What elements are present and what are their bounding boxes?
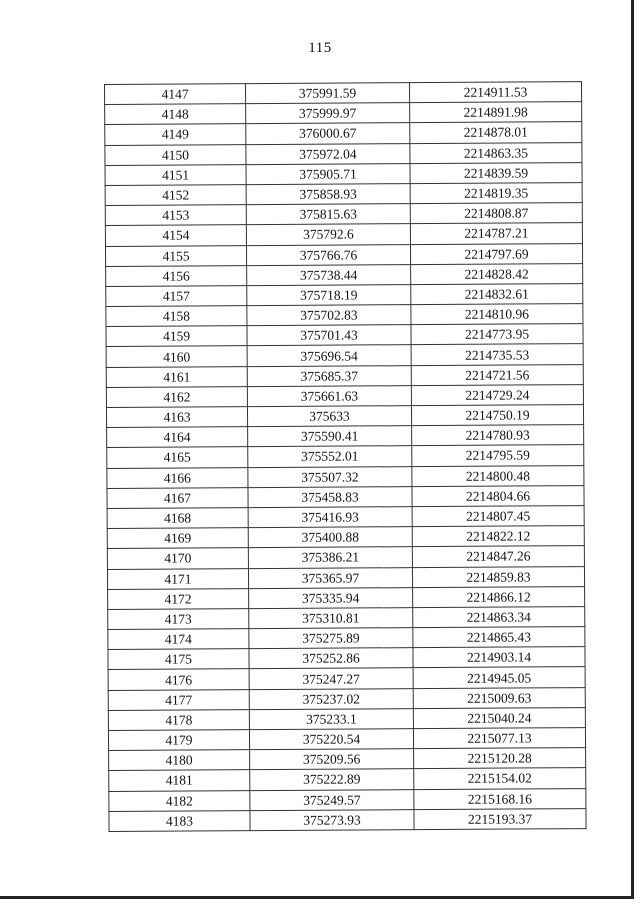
- table-row: [107, 566, 584, 589]
- table-row: [106, 324, 583, 347]
- table-row: [106, 283, 583, 306]
- table-row: [105, 122, 582, 145]
- table-row: [107, 465, 584, 488]
- table-row: [108, 728, 585, 751]
- x-coordinate-cell: 375416.93: [248, 507, 412, 528]
- point-number-cell: 4148: [105, 104, 246, 125]
- y-coordinate-cell: 2214828.42: [411, 263, 583, 284]
- point-number-cell: 4182: [109, 790, 250, 811]
- y-coordinate-cell: 2214810.96: [411, 304, 583, 325]
- x-coordinate-cell: 375310.81: [249, 607, 413, 628]
- table-row: [105, 183, 582, 206]
- y-coordinate-cell: 2214819.35: [410, 183, 582, 204]
- table-row: [108, 687, 585, 710]
- y-coordinate-cell: 2214891.98: [410, 102, 582, 123]
- y-coordinate-cell: 2214780.93: [412, 425, 584, 446]
- y-coordinate-cell: 2214911.53: [409, 82, 581, 103]
- x-coordinate-cell: 375507.32: [248, 466, 412, 487]
- x-coordinate-cell: 375365.97: [248, 567, 412, 588]
- point-number-cell: 4155: [105, 245, 246, 266]
- x-coordinate-cell: 375905.71: [246, 163, 410, 184]
- y-coordinate-cell: 2215120.28: [414, 748, 586, 769]
- x-coordinate-cell: 375458.83: [248, 486, 412, 507]
- table-row: [106, 263, 583, 286]
- point-number-cell: 4173: [108, 609, 249, 630]
- point-number-cell: 4164: [107, 427, 248, 448]
- x-coordinate-cell: 375247.27: [249, 668, 413, 689]
- table-row: [108, 667, 585, 690]
- point-number-cell: 4158: [106, 306, 247, 327]
- y-coordinate-cell: 2214863.34: [413, 606, 585, 627]
- point-number-cell: 4163: [106, 407, 247, 428]
- point-number-cell: 4172: [108, 588, 249, 609]
- point-number-cell: 4162: [106, 386, 247, 407]
- x-coordinate-cell: 375237.02: [249, 688, 413, 709]
- x-coordinate-cell: 375273.93: [250, 809, 414, 830]
- x-coordinate-cell: 375701.43: [247, 325, 411, 346]
- point-number-cell: 4181: [109, 770, 250, 791]
- point-number-cell: 4151: [105, 164, 246, 185]
- table-row: [109, 768, 586, 791]
- x-coordinate-cell: 375738.44: [247, 264, 411, 285]
- x-coordinate-cell: 375633: [247, 406, 411, 427]
- y-coordinate-cell: 2214822.12: [412, 526, 584, 547]
- y-coordinate-cell: 2214903.14: [413, 647, 585, 668]
- table-row: [108, 586, 585, 609]
- point-number-cell: 4180: [109, 750, 250, 771]
- point-number-cell: 4149: [105, 124, 246, 145]
- page-number: 115: [308, 40, 332, 56]
- x-coordinate-cell: 375858.93: [246, 184, 410, 205]
- x-coordinate-cell: 376000.67: [246, 123, 410, 144]
- coordinate-table-container: [104, 81, 583, 832]
- y-coordinate-cell: 2215077.13: [413, 728, 585, 749]
- table-row: [108, 707, 585, 730]
- table-row: [108, 647, 585, 670]
- point-number-cell: 4165: [107, 447, 248, 468]
- x-coordinate-cell: 375335.94: [249, 587, 413, 608]
- table-row: [109, 748, 586, 771]
- point-number-cell: 4174: [108, 629, 249, 650]
- table-row: [106, 304, 583, 327]
- table-row: [105, 203, 582, 226]
- y-coordinate-cell: 2214721.56: [411, 364, 583, 385]
- table-row: [108, 627, 585, 650]
- x-coordinate-cell: 375972.04: [246, 143, 410, 164]
- point-number-cell: 4154: [105, 225, 246, 246]
- point-number-cell: 4176: [108, 669, 249, 690]
- y-coordinate-cell: 2214866.12: [413, 586, 585, 607]
- point-number-cell: 4183: [109, 810, 250, 831]
- y-coordinate-cell: 2214847.26: [412, 546, 584, 567]
- point-number-cell: 4159: [106, 326, 247, 347]
- point-number-cell: 4153: [105, 205, 246, 226]
- x-coordinate-cell: 375222.89: [250, 769, 414, 790]
- table-row: [105, 223, 582, 246]
- table-row: [106, 384, 583, 407]
- point-number-cell: 4169: [107, 528, 248, 549]
- x-coordinate-cell: 375718.19: [247, 285, 411, 306]
- point-number-cell: 4167: [107, 487, 248, 508]
- x-coordinate-cell: 375249.57: [250, 789, 414, 810]
- table-row: [106, 405, 583, 428]
- y-coordinate-cell: 2214735.53: [411, 344, 583, 365]
- x-coordinate-cell: 375661.63: [247, 385, 411, 406]
- table-row: [105, 243, 582, 266]
- x-coordinate-cell: 375991.59: [246, 83, 410, 104]
- point-number-cell: 4179: [108, 730, 249, 751]
- y-coordinate-cell: 2214865.43: [413, 627, 585, 648]
- table-row: [105, 102, 582, 125]
- x-coordinate-cell: 375792.6: [246, 224, 410, 245]
- y-coordinate-cell: 2214795.59: [412, 445, 584, 466]
- table-row: [109, 808, 586, 831]
- table-row: [107, 425, 584, 448]
- point-number-cell: 4170: [107, 548, 248, 569]
- y-coordinate-cell: 2214729.24: [411, 384, 583, 405]
- x-coordinate-cell: 375400.88: [248, 527, 412, 548]
- y-coordinate-cell: 2215154.02: [414, 768, 586, 789]
- y-coordinate-cell: 2214808.87: [410, 203, 582, 224]
- point-number-cell: 4168: [107, 508, 248, 529]
- point-number-cell: 4177: [108, 689, 249, 710]
- y-coordinate-cell: 2214797.69: [410, 243, 582, 264]
- y-coordinate-cell: 2214878.01: [410, 122, 582, 143]
- y-coordinate-cell: 2214839.59: [410, 162, 582, 183]
- table-row: [105, 142, 582, 165]
- coordinate-table: [104, 81, 587, 832]
- y-coordinate-cell: 2215040.24: [413, 707, 585, 728]
- y-coordinate-cell: 2214773.95: [411, 324, 583, 345]
- y-coordinate-cell: 2214945.05: [413, 667, 585, 688]
- point-number-cell: 4150: [105, 144, 246, 165]
- x-coordinate-cell: 375696.54: [247, 345, 411, 366]
- y-coordinate-cell: 2215193.37: [414, 808, 586, 829]
- table-row: [105, 82, 582, 105]
- y-coordinate-cell: 2214787.21: [410, 223, 582, 244]
- point-number-cell: 4175: [108, 649, 249, 670]
- table-row: [107, 526, 584, 549]
- x-coordinate-cell: 375685.37: [247, 365, 411, 386]
- x-coordinate-cell: 375220.54: [249, 729, 413, 750]
- y-coordinate-cell: 2214863.35: [410, 142, 582, 163]
- x-coordinate-cell: 375999.97: [246, 103, 410, 124]
- x-coordinate-cell: 375590.41: [248, 426, 412, 447]
- table-row: [107, 506, 584, 529]
- y-coordinate-cell: 2214807.45: [412, 506, 584, 527]
- table-row: [107, 445, 584, 468]
- point-number-cell: 4178: [108, 709, 249, 730]
- table-row: [106, 364, 583, 387]
- table-row: [108, 606, 585, 629]
- table-row: [105, 162, 582, 185]
- coordinate-table-body: [105, 82, 587, 832]
- y-coordinate-cell: 2214750.19: [411, 405, 583, 426]
- point-number-cell: 4160: [106, 346, 247, 367]
- table-row: [106, 344, 583, 367]
- table-row: [109, 788, 586, 811]
- x-coordinate-cell: 375552.01: [248, 446, 412, 467]
- point-number-cell: 4152: [105, 185, 246, 206]
- point-number-cell: 4161: [106, 366, 247, 387]
- point-number-cell: 4166: [107, 467, 248, 488]
- x-coordinate-cell: 375233.1: [249, 708, 413, 729]
- y-coordinate-cell: 2215009.63: [413, 687, 585, 708]
- table-row: [107, 546, 584, 569]
- point-number-cell: 4147: [105, 84, 246, 105]
- x-coordinate-cell: 375386.21: [248, 547, 412, 568]
- y-coordinate-cell: 2215168.16: [414, 788, 586, 809]
- point-number-cell: 4157: [106, 286, 247, 307]
- x-coordinate-cell: 375252.86: [249, 648, 413, 669]
- y-coordinate-cell: 2214800.48: [412, 465, 584, 486]
- point-number-cell: 4171: [107, 568, 248, 589]
- x-coordinate-cell: 375766.76: [246, 244, 410, 265]
- x-coordinate-cell: 375702.83: [247, 305, 411, 326]
- table-row: [107, 485, 584, 508]
- x-coordinate-cell: 375815.63: [246, 204, 410, 225]
- x-coordinate-cell: 375209.56: [250, 749, 414, 770]
- y-coordinate-cell: 2214859.83: [412, 566, 584, 587]
- y-coordinate-cell: 2214804.66: [412, 485, 584, 506]
- y-coordinate-cell: 2214832.61: [411, 283, 583, 304]
- x-coordinate-cell: 375275.89: [249, 628, 413, 649]
- point-number-cell: 4156: [106, 265, 247, 286]
